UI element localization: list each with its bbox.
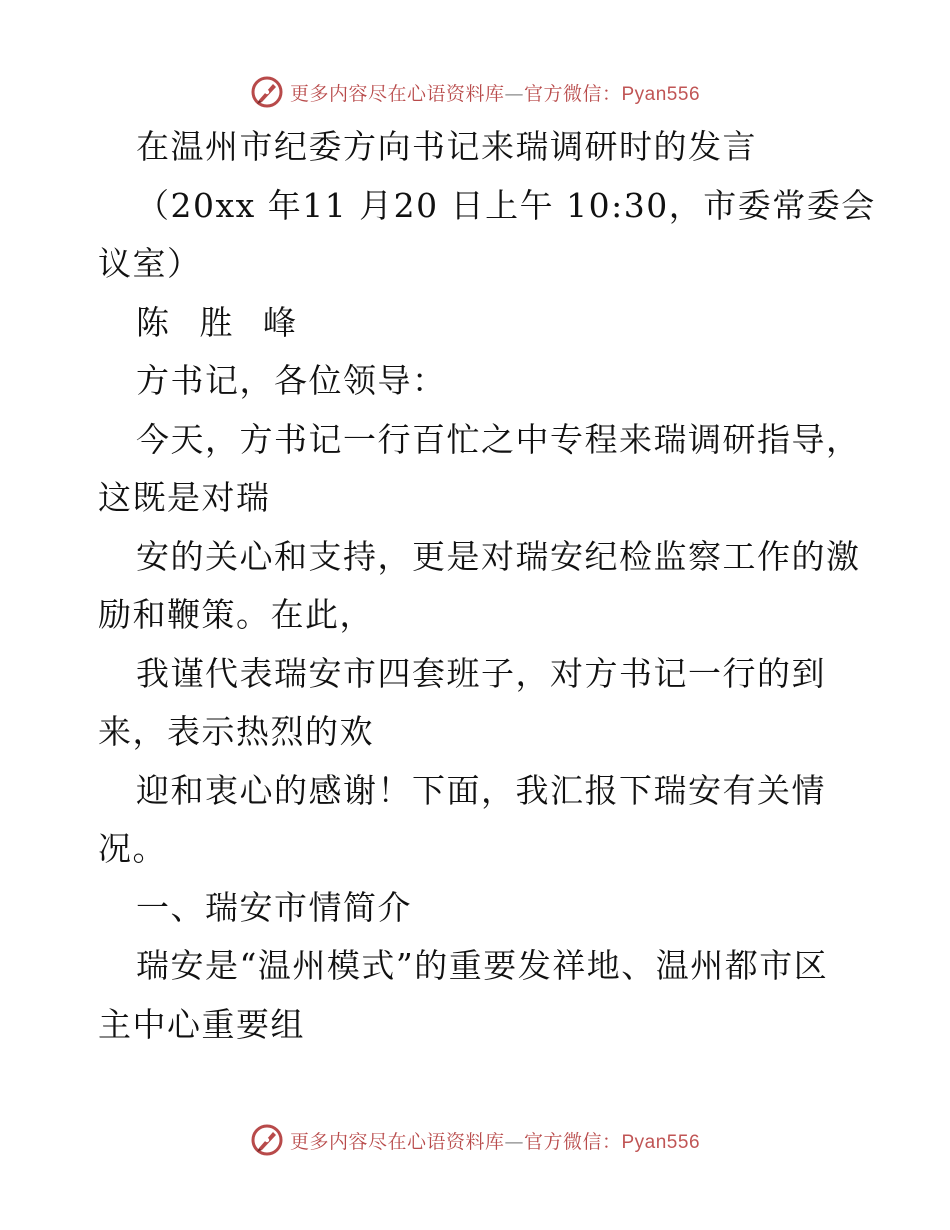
watermark-text: [290, 1127, 700, 1154]
watermark-separator: —: [504, 82, 524, 105]
doc-paragraph-line: 迎和衷心的感谢！下面，我汇报下瑞安有关情: [136, 770, 826, 810]
doc-paragraph-line: 况。: [98, 829, 167, 868]
watermark-wechat-id: Pyan556: [621, 1131, 701, 1153]
doc-meta-line-1: （20xx 年11 月20 日上午 10:30，市委常委会: [136, 185, 876, 225]
pen-logo-icon: [250, 1123, 284, 1157]
doc-title: 在温州市纪委方向书记来瑞调研时的发言: [136, 127, 757, 166]
watermark-label: 官方微信：: [523, 1130, 622, 1153]
doc-paragraph-line: 我谨代表瑞安市四套班子，对方书记一行的到: [136, 653, 826, 693]
doc-section-heading: 一、瑞安市情简介: [136, 887, 412, 927]
doc-paragraph-line: 今天，方书记一行百忙之中专程来瑞调研指导，: [136, 419, 861, 459]
doc-paragraph-line: 来，表示热烈的欢: [98, 712, 374, 751]
watermark-text: [290, 79, 700, 106]
doc-author: 陈 胜 峰: [136, 302, 306, 342]
footer-watermark: [0, 1120, 950, 1160]
doc-meta-line-2: 议室）: [98, 244, 202, 283]
watermark-label: 官方微信：: [523, 82, 622, 105]
document-body: [98, 118, 876, 1054]
watermark-main-text: 更多内容尽在心语资料库: [289, 82, 505, 105]
pen-logo-icon: [250, 75, 284, 109]
doc-paragraph-line: 这既是对瑞: [98, 478, 271, 517]
doc-paragraph-line: 瑞安是“温州模式”的重要发祥地、温州都市区: [136, 946, 829, 985]
header-watermark: [0, 72, 950, 112]
doc-paragraph-line: 励和鞭策。在此，: [98, 595, 374, 634]
doc-paragraph-line: 安的关心和支持，更是对瑞安纪检监察工作的激: [136, 536, 861, 576]
watermark-wechat-id: Pyan556: [621, 83, 701, 105]
watermark-main-text: 更多内容尽在心语资料库: [289, 1130, 505, 1153]
watermark-separator: —: [504, 1130, 524, 1153]
doc-salutation: 方书记，各位领导：: [136, 361, 447, 400]
doc-paragraph-line: 主中心重要组: [98, 1004, 305, 1044]
